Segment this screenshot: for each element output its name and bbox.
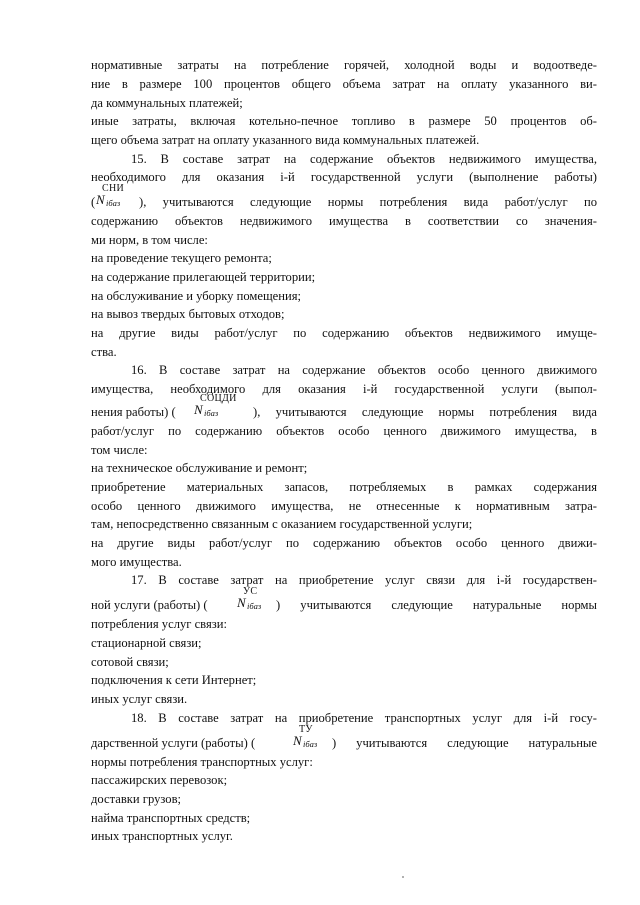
text-line: потребления услуг связи:	[91, 617, 227, 631]
paragraph-18-start: 18. В составе затрат на приобретение транспортных услуг для i-й госу-	[131, 711, 597, 725]
list-item: подключения к сети Интернет;	[91, 673, 257, 687]
text-line: иные затраты, включая котельно-печное топливо в размере 50 процентов об-	[91, 114, 597, 128]
text-line: содержанию объектов недвижимого имущества в соответствии со значения-	[91, 214, 597, 228]
list-item: стационарной связи;	[91, 636, 202, 650]
norm-symbol-superscript: СОЦДИ	[200, 393, 237, 404]
norm-symbol-subscript: iбаз	[106, 198, 121, 208]
text-line-tail: ), учитываются следующие нормы потребления вида работ/услуг по	[139, 195, 597, 209]
text-line: том числе:	[91, 443, 148, 457]
list-item: доставки грузов;	[91, 792, 182, 806]
list-item: на проведение текущего ремонта;	[91, 251, 272, 265]
text-line-head: дарственной услуги (работы) (	[91, 736, 256, 750]
norm-symbol-tu	[293, 724, 318, 749]
text-line-tail: ) учитываются следующие натуральные нормы	[276, 598, 597, 612]
paragraph-16-start: 16. В составе затрат на содержание объектов особо ценного движимого	[131, 363, 597, 377]
paren-open: (	[91, 195, 96, 209]
list-item: найма транспортных средств;	[91, 811, 251, 825]
text-line: ние в размере 100 процентов общего объема затрат на оплату указанного ви-	[91, 77, 597, 91]
text-line: да коммунальных платежей;	[91, 96, 243, 110]
norm-symbol-sni	[96, 183, 125, 208]
text-line: щего объема затрат на оплату указанного вида коммунальных платежей.	[91, 133, 480, 147]
norm-symbol-us	[237, 586, 262, 611]
text-line: ства.	[91, 345, 117, 359]
paragraph-17-start: 17. В составе затрат на приобретение услуг связи для i-й государствен-	[131, 573, 597, 587]
text-line-tail: ), учитываются следующие нормы потребления вида	[253, 405, 597, 419]
list-item: на вывоз твердых бытовых отходов;	[91, 307, 285, 321]
text-line-head: нения работы) (	[91, 405, 176, 419]
list-item: на содержание прилегающей территории;	[91, 270, 316, 284]
list-item: пассажирских перевозок;	[91, 773, 228, 787]
text-line: необходимого для оказания i-й государственной услуги (выполнение работы)	[91, 170, 597, 184]
text-line: мого имущества.	[91, 555, 182, 569]
text-line	[91, 183, 597, 210]
norm-symbol-subscript: iбаз	[247, 601, 262, 611]
list-item: на обслуживание и уборку помещения;	[91, 289, 302, 303]
norm-symbol-socdi	[194, 393, 237, 418]
text-line: нормы потребления транспортных услуг:	[91, 755, 313, 769]
text-line	[91, 393, 597, 420]
text-line-tail: ) учитываются следующие натуральные	[332, 736, 597, 750]
norm-symbol-base: N	[194, 402, 203, 417]
list-item: приобретение материальных запасов, потребляемых в рамках содержания	[91, 480, 597, 494]
text-line-head: ной услуги (работы) (	[91, 598, 208, 612]
text-line	[91, 724, 597, 751]
list-item: иных услуг связи.	[91, 692, 188, 706]
norm-symbol-subscript: iбаз	[303, 739, 318, 749]
text-line: особо ценного движимого имущества, не отнесенные к нормативным затра-	[91, 499, 597, 513]
norm-symbol-base: N	[293, 733, 302, 748]
text-line: нормативные затраты на потребление горячей, холодной воды и водоотведе-	[91, 58, 597, 72]
text-line	[91, 586, 597, 613]
scan-speck	[402, 876, 404, 878]
list-item: на другие виды работ/услуг по содержанию объектов особо ценного движи-	[91, 536, 597, 550]
norm-symbol-superscript: СНИ	[102, 183, 125, 194]
list-item: иных транспортных услуг.	[91, 829, 233, 843]
list-item: сотовой связи;	[91, 655, 169, 669]
text-line: имущества, необходимого для оказания i-й государственной услуги (выпол-	[91, 382, 597, 396]
norm-symbol-superscript: ТУ	[299, 724, 313, 735]
text-line: там, непосредственно связанным с оказанием государственной услуги;	[91, 517, 473, 531]
text-line: работ/услуг по содержанию объектов особо ценного движимого имущества, в	[91, 424, 597, 438]
norm-symbol-base: N	[237, 595, 246, 610]
text-line: ми норм, в том числе:	[91, 233, 208, 247]
norm-symbol-subscript: iбаз	[204, 408, 219, 418]
norm-symbol-superscript: УС	[243, 586, 258, 597]
norm-symbol-base: N	[96, 192, 105, 207]
list-item: на другие виды работ/услуг по содержанию объектов недвижимого имуще-	[91, 326, 597, 340]
list-item: на техническое обслуживание и ремонт;	[91, 461, 308, 475]
paragraph-15-start: 15. В составе затрат на содержание объектов недвижимого имущества,	[131, 152, 597, 166]
